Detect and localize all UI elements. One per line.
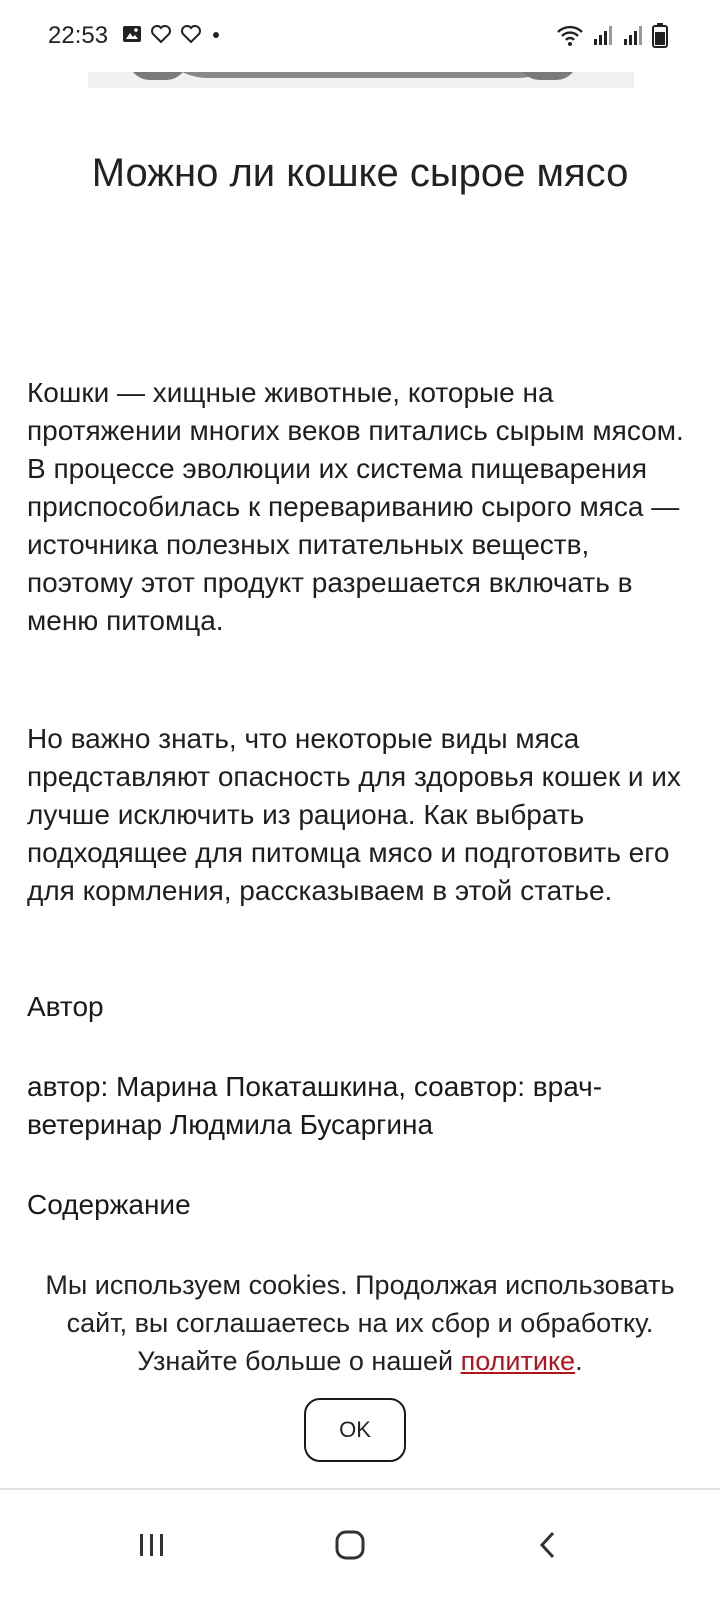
dot-icon — [210, 24, 222, 44]
battery-icon — [652, 22, 668, 48]
article-title: Можно ли кошке сырое мясо — [91, 151, 629, 195]
cookie-banner — [0, 1248, 720, 1488]
signal-icon — [622, 23, 644, 47]
notification-icons — [122, 24, 222, 44]
recent-apps-button[interactable] — [112, 1510, 192, 1580]
article-paragraph: Но важно знать, что некоторые виды мяса представляют опасность для здоровья кошек и их лучше исключить из рациона. Как выбрать подходящее для питомца мясо и подготовить его для кормления, рассказываем в этой статье. — [27, 723, 681, 906]
home-icon — [334, 1529, 366, 1561]
author-credits: автор: Марина Покаташкина, соавтор: врач-ветеринар Людмила Бусаргина — [27, 1071, 603, 1140]
status-bar — [0, 0, 720, 72]
back-icon — [536, 1529, 560, 1561]
cookie-text — [20, 1266, 700, 1380]
cookie-message-end: . — [575, 1346, 583, 1376]
home-button[interactable] — [310, 1510, 390, 1580]
system-icons — [556, 22, 668, 48]
ok-button[interactable]: OK — [304, 1398, 406, 1462]
policy-link[interactable]: политике — [460, 1346, 576, 1376]
image-icon — [122, 24, 142, 44]
navigation-bar — [0, 1490, 720, 1600]
recent-apps-icon — [137, 1531, 167, 1559]
signal-icon — [592, 23, 614, 47]
back-button[interactable] — [508, 1510, 588, 1580]
article-paragraph: Кошки — хищные животные, которые на протяжении многих веков питались сырым мясом. В процессе эволюции их система пищеварения приспособилась к перевариванию сырого мяса — источника полезных питательных веществ, поэтому этот продукт разрешается включать в меню питомца. — [27, 377, 684, 636]
contents-label: Содержание — [27, 1189, 191, 1220]
heart-icon — [150, 24, 172, 44]
status-time: 22:53 — [48, 22, 109, 49]
wifi-icon — [556, 23, 584, 47]
author-label: Автор — [27, 991, 104, 1022]
cookie-message: Мы используем cookies. Продолжая использовать сайт, вы соглашаетесь на их сбор и обработку. Узнайте больше о нашей — [45, 1270, 675, 1376]
heart-icon — [180, 24, 202, 44]
